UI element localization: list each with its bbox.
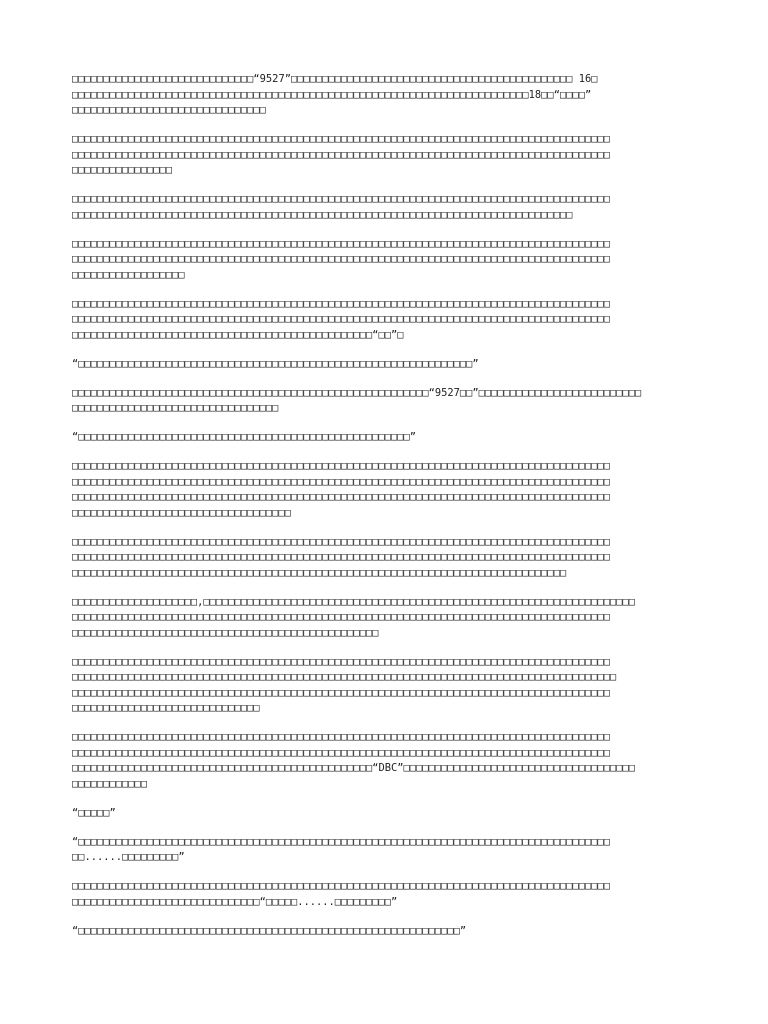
paragraph: □□□□□□□□□□□□□□□□□□□□□□□□□□□□□□□□□□□□□□□□□□□□□□□□□□□□□□□□□□□□□□□□□□□□□□□□□□□□□□□□□□□□□□ □□□□□□□□□□□□□□□□□□□□□□□□□□□□□□□□□□□□□□□□□□□□□□□□□□□□□□□□□□□□□□□□□□□□□□□□□□□□□□□□□□□□□□□ □□□□□□□□□□□□□□□□□□□□□□□□□□□□□□□□□□□□□□□□□□□□□□□□□□□□□□□□□□□□□□□□□□□□□□□□□□□□□□□□□□□□□□ □□□□□□□□□□□□□□□□□□□□□□□□□□□□□□ bbox=[72, 655, 617, 714]
paragraph: □□□□□□□□□□□□□□□□□□□□□□□□□□□□□□□□□□□□□□□□□□□□□□□□□□□□□□□□□□□□□□□□□□□□□□□□□□□□□□□□□□□□□□ □□□□□□□□□□□□□□□□□□□□□□□□□□□□□□□□□□□□□□□□□□□□□□□□□□□□□□□□□□□□□□□□□□□□□□□□□□□□□□□□□□□□□□ □□□□□□□□□□□□□□□□□□ bbox=[72, 237, 610, 281]
dialogue-line: “□□□□□□□□□□□□□□□□□□□□□□□□□□□□□□□□□□□□□□□□□□□□□□□□□□□□□□□□□□□□□□□□□□□□□□□□□□□□□□□□□□□□□ □□......□□□□□□□□□” bbox=[72, 835, 610, 863]
paragraph: □□□□□□□□□□□□□□□□□□□□□□□□□□□□□□□□□□□□□□□□□□□□□□□□□□□□□□□□□□□□□□□□□□□□□□□□□□□□□□□□□□□□□□ □□□□□□□□□□□□□□□□□□□□□□□□□□□□□□□□□□□□□□□□□□□□□□□□□□□□□□□□□□□□□□□□□□□□□□□□□□□□□□□□□□□□□□ □□□□□□□□□□□□□□□□□□□□□□□□□□□□□□□□□□□□□□□□□□□□□□□□□□□□□□□□□□□□□□□□□□□□□□□□□□□□□□□ bbox=[72, 535, 610, 579]
dialogue-line: “□□□□□□□□□□□□□□□□□□□□□□□□□□□□□□□□□□□□□□□□□□□□□□□□□□□□□□□□□□□□□□□” bbox=[72, 357, 479, 370]
paragraph: □□□□□□□□□□□□□□□□□□□□□□□□□□□□□□□□□□□□□□□□□□□□□□□□□□□□□□□□□□□□□□□□□□□□□□□□□□□□□□□□□□□□□□ □□□□□□□□□□□□□□□□□□□□□□□□□□□□□□□□□□□□□□□□□□□□□□□□□□□□□□□□□□□□□□□□□□□□□□□□□□□□□□□□□□□□□□ □□□□□□□□□□□□□□□□ bbox=[72, 133, 610, 176]
paragraph: □□□□□□□□□□□□□□□□□□□□□□□□□□□□□“9527”□□□□□□□□□□□□□□□□□□□□□□□□□□□□□□□□□□□□□□□□□□□□□ 16□ □□□□□□□□□□□□□□□□□□□□□□□□□□□□□□□□□□□□□□□□□□□□□□□□□□□□□□□□□□□□□□□□□□□□□□□□□18□□“□□□□” □□□□□□□□□□□□□□□□□□□□□□□□□□□□□□□ bbox=[72, 73, 598, 116]
dialogue-line: “□□□□□□□□□□□□□□□□□□□□□□□□□□□□□□□□□□□□□□□□□□□□□□□□□□□□□□□□□□□□□” bbox=[72, 924, 467, 937]
paragraph: □□□□□□□□□□□□□□□□□□□□□□□□□□□□□□□□□□□□□□□□□□□□□□□□□□□□□□□□□□□□□□□□□□□□□□□□□□□□□□□□□□□□□□ □□□□□□□□□□□□□□□□□□□□□□□□□□□□□□□□□□□□□□□□□□□□□□□□□□□□□□□□□□□□□□□□□□□□□□□□□□□□□□□□□□□□□□ □□□□□□□□□□□□□□□□□□□□□□□□□□□□□□□□□□□□□□□□□□□□□□□□“□□”□ bbox=[72, 297, 610, 341]
paragraph: □□□□□□□□□□□□□□□□□□□□,□□□□□□□□□□□□□□□□□□□□□□□□□□□□□□□□□□□□□□□□□□□□□□□□□□□□□□□□□□□□□□□□□□□□□ □□□□□□□□□□□□□□□□□□□□□□□□□□□□□□□□□□□□□□□□□□□□□□□□□□□□□□□□□□□□□□□□□□□□□□□□□□□□□□□□□□□□□□ □□□□□□□□□□□□□□□□□□□□□□□□□□□□□□□□□□□□□□□□□□□□□□□□□ bbox=[72, 595, 636, 639]
paragraph: □□□□□□□□□□□□□□□□□□□□□□□□□□□□□□□□□□□□□□□□□□□□□□□□□□□□□□□□□□□□□□□□□□□□□□□□□□□□□□□□□□□□□□ □□□□□□□□□□□□□□□□□□□□□□□□□□□□□□□□□□□□□□□□□□□□□□□□□□□□□□□□□□□□□□□□□□□□□□□□□□□□□□□□□□□□□□ □□□□□□□□□□□□□□□□□□□□□□□□□□□□□□□□□□□□□□□□□□□□□□□□“DBC”□□□□□□□□□□□□□□□□□□□□□□□□□□□□□□□□□□□□□ □□□□□□□□□□□□ bbox=[72, 731, 636, 790]
paragraph: □□□□□□□□□□□□□□□□□□□□□□□□□□□□□□□□□□□□□□□□□□□□□□□□□□□□□□□□□“9527□□”□□□□□□□□□□□□□□□□□□□□□□□□□□ □□□□□□□□□□□□□□□□□□□□□□□□□□□□□□□□□ bbox=[72, 386, 642, 414]
paragraph: □□□□□□□□□□□□□□□□□□□□□□□□□□□□□□□□□□□□□□□□□□□□□□□□□□□□□□□□□□□□□□□□□□□□□□□□□□□□□□□□□□□□□□ □□□□□□□□□□□□□□□□□□□□□□□□□□□□□□“□□□□□......□□□□□□□□□” bbox=[72, 880, 610, 908]
paragraph: □□□□□□□□□□□□□□□□□□□□□□□□□□□□□□□□□□□□□□□□□□□□□□□□□□□□□□□□□□□□□□□□□□□□□□□□□□□□□□□□□□□□□□ □□□□□□□□□□□□□□□□□□□□□□□□□□□□□□□□□□□□□□□□□□□□□□□□□□□□□□□□□□□□□□□□□□□□□□□□□□□□□□□□ bbox=[72, 193, 610, 221]
dialogue-line: “□□□□□□□□□□□□□□□□□□□□□□□□□□□□□□□□□□□□□□□□□□□□□□□□□□□□□” bbox=[72, 431, 417, 443]
document-page bbox=[72, 72, 712, 939]
paragraph: □□□□□□□□□□□□□□□□□□□□□□□□□□□□□□□□□□□□□□□□□□□□□□□□□□□□□□□□□□□□□□□□□□□□□□□□□□□□□□□□□□□□□□ □□□□□□□□□□□□□□□□□□□□□□□□□□□□□□□□□□□□□□□□□□□□□□□□□□□□□□□□□□□□□□□□□□□□□□□□□□□□□□□□□□□□□□ □□□□□□□□□□□□□□□□□□□□□□□□□□□□□□□□□□□□□□□□□□□□□□□□□□□□□□□□□□□□□□□□□□□□□□□□□□□□□□□□□□□□□□ □□□□□□□□□□□□□□□□□□□□□□□□□□□□□□□□□□□ bbox=[72, 460, 610, 519]
dialogue-line: “□□□□□” bbox=[72, 806, 116, 819]
